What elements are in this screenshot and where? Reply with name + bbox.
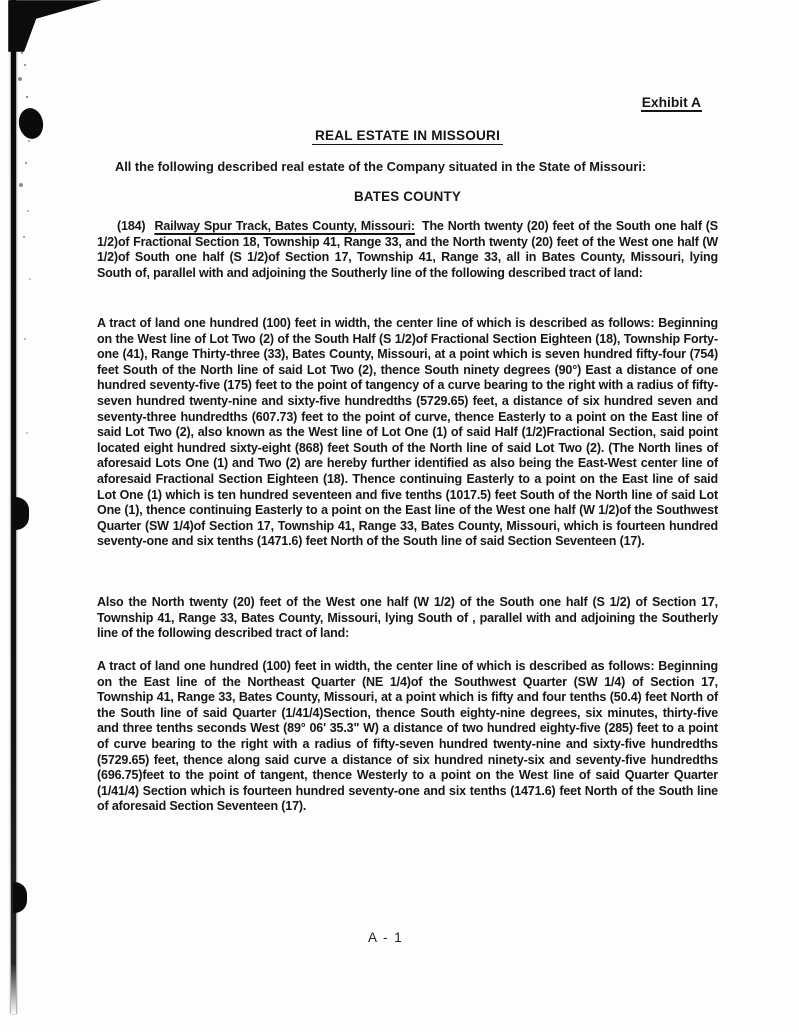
exhibit-label: Exhibit A — [641, 95, 701, 110]
exhibit-label-row — [0, 94, 702, 112]
binder-hole-bottom — [13, 882, 27, 913]
item-heading: Railway Spur Track, Bates County, Missouri: — [154, 219, 415, 233]
intro-paragraph: All the following described real estate of the Company situated in the State of Missouri: — [115, 159, 647, 174]
scan-speckles — [21, 52, 23, 54]
legal-description-tract-2: A tract of land one hundred (100) feet in width, the center line of which is described as follows: Beginning on the East line of the Northeast Quarter (NE 1/4)of the Southwest Quarter (SW 1/4) of Section 17, Township 41, Range 33, Bates County, Missouri, at a point which is fifty and four tenths (50.4) feet North of the South line of said Quarter (1/41/4)Section, thence South eighty-nine degrees, six minutes, thirty-five and three tenths seconds West (89° 06' 35.3" W) a distance of two hundred eighty-five (285) feet to a point of curve bearing to the right with a radius of fifty-seven hundred twenty-nine and sixty-five hundredths (5729.65) feet, thence along said curve a distance of six hundred ninety-six and seventy-five hundredths (696.75)feet to the point of tangent, thence Westerly to a point on the West line of said Quarter Quarter (1/41/4) Section which is fourteen hundred seventy-one and six tenths (1471.6) feet North of the South line of aforesaid Section Seventeen (17). — [97, 659, 718, 814]
item-number: (184) — [117, 219, 146, 233]
legal-description-tract-1: A tract of land one hundred (100) feet in width, the center line of which is described as follows: Beginning on the West line of Lot Two (2) of the South Half (S 1/2)of Fractional Section Eighteen (18), Township Forty-one (41), Range Thirty-three (33), Bates County, Missouri, at a point which is seven hundred fifty-four (754) feet South of the North line of said Lot Two (2), thence South ninety degrees (90°) East a distance of one hundred seventy-five (175) feet to the point of tangency of a curve bearing to the right with a radius of fifty-seven hundred twenty-nine and sixty-five hundredths (5729.65) feet, a distance of six hundred seven and seventy-three hundredths (607.73) feet to the point of curve, thence Easterly to a point on the East line of said Lot Two (2), also known as the West line of Lot One (1) of said Half (1/2)Fractional Section, said point located eight hundred sixty-eight (868) feet South of the North line of said Lot Two (2). (The North lines of aforesaid Lots One (1) and Two (2) are hereby further identified as also being the East-West center line of aforesaid Fractional Section Eighteen (18). Thence continuing Easterly to a point on the East line of said Lot One (1) which is ten hundred seventeen and five tenths (1017.5) feet South of the North line of said Lot One (1), thence continuing Easterly to a point on the East line of the West one half (W 1/2)of the Southwest Quarter (SW 1/4)of Section 17, Township 41, Range 33, Bates County, Missouri, which is fourteen hundred seventy-one and six tenths (1471.6) feet North of the South line of said Section Seventeen (17). — [97, 316, 718, 549]
corner-smudge — [8, 0, 102, 52]
item-text: The North twenty (20) feet of the South one half (S 1/2)of Fractional Section 18, Township 41, Range 33, and the North twenty (20) feet of the West one half (W 1/2)of South one half (S 1/2)of Section 17, Township 41, Range 33, all in Bates County, Missouri, lying South of, parallel with and adjoining the Southerly line of the following described tract of land: — [97, 219, 718, 280]
item-184-paragraph — [97, 219, 718, 281]
also-clause-paragraph: Also the North twenty (20) feet of the West one half (W 1/2) of the South one half (S 1/2) of Section 17, Township 41, Range 33, Bates County, Missouri, lying South of , parallel with and adjoining the Southerly line of the following described tract of land: — [97, 595, 718, 641]
page-number: A - 1 — [368, 930, 404, 945]
document-title: REAL ESTATE IN MISSOURI — [312, 128, 503, 145]
binder-hole-middle — [14, 497, 29, 530]
county-heading: BATES COUNTY — [353, 189, 462, 204]
document-title-row — [97, 127, 718, 145]
